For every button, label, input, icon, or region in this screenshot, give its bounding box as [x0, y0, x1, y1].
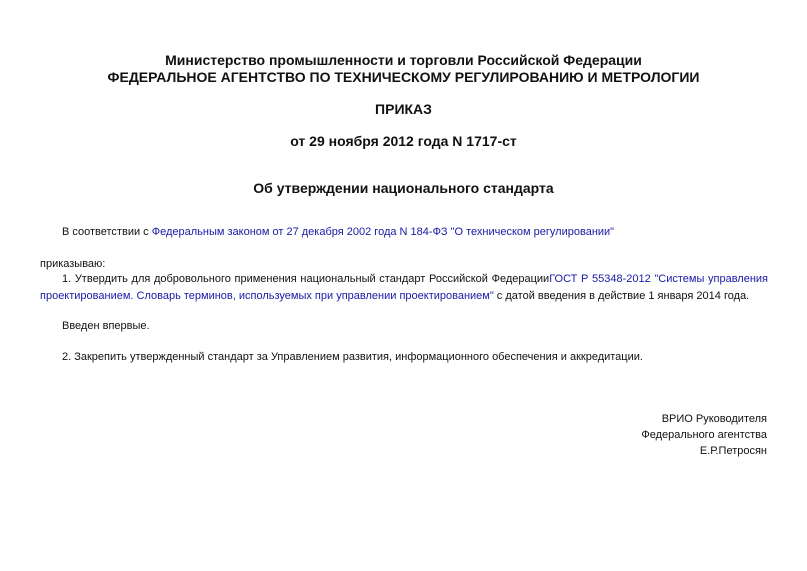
date-number: от 29 ноября 2012 года N 1717-ст — [290, 133, 517, 149]
signature-name: Е.Р.Петросян — [699, 445, 767, 457]
introduced-note: Введен впервые. — [62, 320, 150, 332]
item1-suffix: с датой введения в действие 1 января 2014 года. — [493, 290, 750, 302]
signature-position: ВРИО Руководителя — [661, 413, 767, 425]
gost-link-part1[interactable]: ГОСТ Р 55348-2012 "Системы управления — [549, 273, 769, 285]
preamble-prefix: В соответствии с — [62, 226, 152, 238]
document-subject: Об утверждении национального стандарта — [253, 180, 554, 196]
preamble — [62, 224, 614, 240]
item1-line2 — [40, 287, 749, 305]
document-type: ПРИКАЗ — [375, 101, 432, 117]
item1-prefix: 1. Утвердить для добровольного применения национальный стандарт Российской Федерации — [62, 273, 550, 285]
ministry-title: Министерство промышленности и торговли Российской Федерации — [165, 52, 642, 68]
item1-line1 — [40, 270, 768, 288]
signature-agency: Федерального агентства — [641, 429, 767, 441]
agency-title: ФЕДЕРАЛЬНОЕ АГЕНТСТВО ПО ТЕХНИЧЕСКОМУ РЕГУЛИРОВАНИЮ И МЕТРОЛОГИИ — [107, 69, 700, 85]
federal-law-link[interactable]: Федеральным законом от 27 декабря 2002 года N 184-ФЗ "О техническом регулировании" — [151, 226, 615, 238]
order-word: приказываю: — [40, 258, 106, 270]
item2: 2. Закрепить утвержденный стандарт за Управлением развития, информационного обеспечения и аккредитации. — [62, 351, 643, 363]
gost-link-part2[interactable]: проектированием. Словарь терминов, используемых при управлении проектированием" — [40, 290, 494, 302]
